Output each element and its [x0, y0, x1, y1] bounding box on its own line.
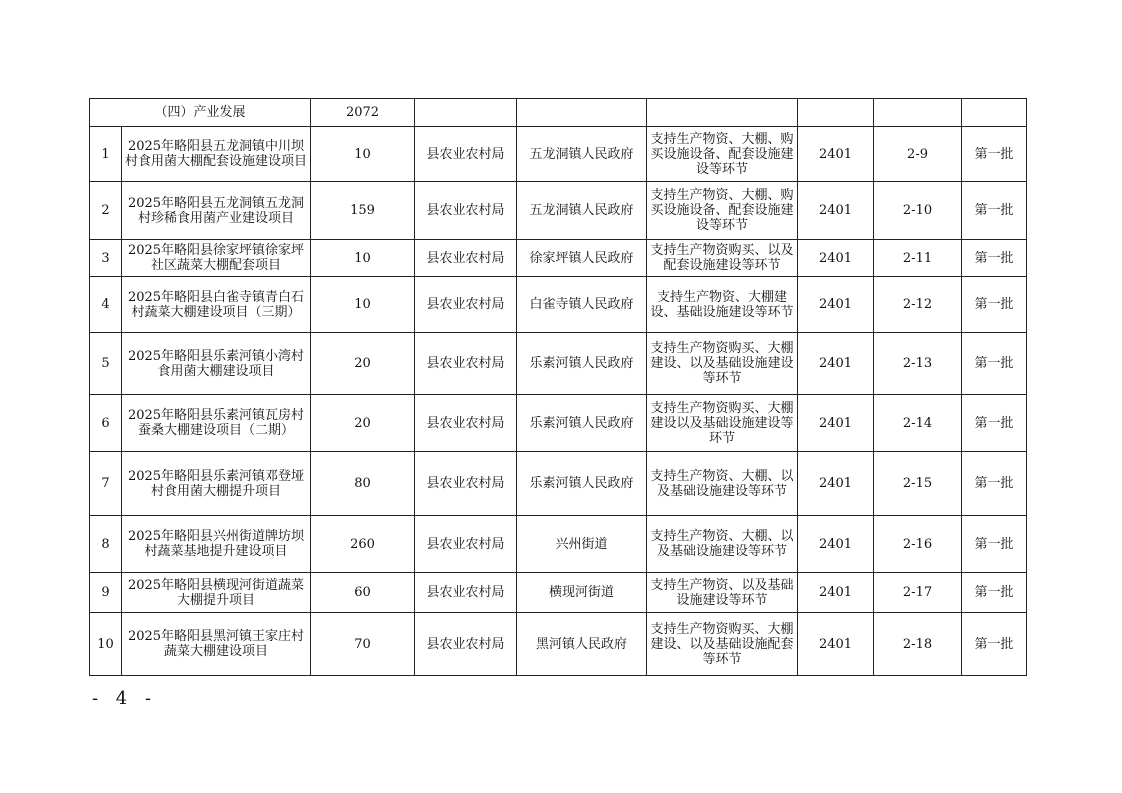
support-content: 支持生产物资购买、大棚建设、以及基础设施配套等环节	[647, 613, 798, 676]
implementing-unit: 乐素河镇人民政府	[517, 395, 647, 452]
project-name: 2025年略阳县乐素河镇小湾村食用菌大棚建设项目	[122, 333, 311, 395]
amount: 159	[311, 182, 415, 240]
table-row	[90, 452, 1027, 516]
support-content: 支持生产物资购买、大棚建设、以及基础设施建设等环节	[647, 333, 798, 395]
support-content: 支持生产物资、大棚建设、基础设施建设等环节	[647, 277, 798, 333]
row-number: 9	[90, 573, 122, 613]
department: 县农业农村局	[415, 127, 517, 182]
implementing-unit: 乐素河镇人民政府	[517, 452, 647, 516]
section-amount: 2072	[311, 99, 415, 127]
category-code: 2401	[798, 516, 874, 573]
project-name: 2025年略阳县乐素河镇瓦房村蚕桑大棚建设项目（二期）	[122, 395, 311, 452]
row-number: 1	[90, 127, 122, 182]
category-code: 2401	[798, 127, 874, 182]
table-row	[90, 127, 1027, 182]
support-content: 支持生产物资购买、大棚建设以及基础设施建设等环节	[647, 395, 798, 452]
amount: 10	[311, 277, 415, 333]
row-number: 10	[90, 613, 122, 676]
reference-number: 2-11	[874, 240, 962, 277]
implementing-unit: 横现河街道	[517, 573, 647, 613]
row-number: 2	[90, 182, 122, 240]
project-name: 2025年略阳县黑河镇王家庄村蔬菜大棚建设项目	[122, 613, 311, 676]
row-number: 4	[90, 277, 122, 333]
reference-number: 2-12	[874, 277, 962, 333]
amount: 10	[311, 127, 415, 182]
department: 县农业农村局	[415, 613, 517, 676]
reference-number: 2-13	[874, 333, 962, 395]
reference-number: 2-9	[874, 127, 962, 182]
reference-number: 2-10	[874, 182, 962, 240]
table-row	[90, 277, 1027, 333]
reference-number: 2-15	[874, 452, 962, 516]
batch: 第一批	[962, 277, 1027, 333]
reference-number: 2-18	[874, 613, 962, 676]
project-name: 2025年略阳县五龙洞镇五龙洞村珍稀食用菌产业建设项目	[122, 182, 311, 240]
section-label: （四）产业发展	[90, 99, 311, 127]
department: 县农业农村局	[415, 395, 517, 452]
department: 县农业农村局	[415, 452, 517, 516]
support-content: 支持生产物资、大棚、以及基础设施建设等环节	[647, 516, 798, 573]
batch: 第一批	[962, 395, 1027, 452]
project-name: 2025年略阳县兴州街道牌坊坝村蔬菜基地提升建设项目	[122, 516, 311, 573]
table-row	[90, 516, 1027, 573]
department: 县农业农村局	[415, 516, 517, 573]
project-name: 2025年略阳县徐家坪镇徐家坪社区蔬菜大棚配套项目	[122, 240, 311, 277]
section-row	[90, 99, 1027, 127]
reference-number: 2-14	[874, 395, 962, 452]
support-content: 支持生产物资、大棚、以及基础设施建设等环节	[647, 452, 798, 516]
batch: 第一批	[962, 240, 1027, 277]
reference-number: 2-16	[874, 516, 962, 573]
support-content: 支持生产物资、大棚、购买设施设备、配套设施建设等环节	[647, 127, 798, 182]
category-code: 2401	[798, 277, 874, 333]
table-row	[90, 395, 1027, 452]
table-row	[90, 573, 1027, 613]
table-row	[90, 613, 1027, 676]
amount: 60	[311, 573, 415, 613]
implementing-unit: 徐家坪镇人民政府	[517, 240, 647, 277]
table-row	[90, 182, 1027, 240]
category-code: 2401	[798, 613, 874, 676]
amount: 70	[311, 613, 415, 676]
batch: 第一批	[962, 333, 1027, 395]
project-name: 2025年略阳县五龙洞镇中川坝村食用菌大棚配套设施建设项目	[122, 127, 311, 182]
department: 县农业农村局	[415, 182, 517, 240]
implementing-unit: 五龙洞镇人民政府	[517, 127, 647, 182]
department: 县农业农村局	[415, 240, 517, 277]
page-number: - 4 -	[92, 688, 158, 709]
implementing-unit: 五龙洞镇人民政府	[517, 182, 647, 240]
row-number: 7	[90, 452, 122, 516]
department: 县农业农村局	[415, 333, 517, 395]
row-number: 5	[90, 333, 122, 395]
row-number: 3	[90, 240, 122, 277]
support-content: 支持生产物资、大棚、购买设施设备、配套设施建设等环节	[647, 182, 798, 240]
amount: 20	[311, 395, 415, 452]
amount: 10	[311, 240, 415, 277]
implementing-unit: 乐素河镇人民政府	[517, 333, 647, 395]
category-code: 2401	[798, 452, 874, 516]
department: 县农业农村局	[415, 573, 517, 613]
amount: 20	[311, 333, 415, 395]
table-row	[90, 333, 1027, 395]
category-code: 2401	[798, 395, 874, 452]
batch: 第一批	[962, 613, 1027, 676]
batch: 第一批	[962, 127, 1027, 182]
reference-number: 2-17	[874, 573, 962, 613]
project-name: 2025年略阳县白雀寺镇青白石村蔬菜大棚建设项目（三期）	[122, 277, 311, 333]
batch: 第一批	[962, 182, 1027, 240]
batch: 第一批	[962, 516, 1027, 573]
support-content: 支持生产物资、以及基础设施建设等环节	[647, 573, 798, 613]
implementing-unit: 白雀寺镇人民政府	[517, 277, 647, 333]
batch: 第一批	[962, 573, 1027, 613]
category-code: 2401	[798, 182, 874, 240]
table-row	[90, 240, 1027, 277]
amount: 80	[311, 452, 415, 516]
department: 县农业农村局	[415, 277, 517, 333]
category-code: 2401	[798, 333, 874, 395]
implementing-unit: 黑河镇人民政府	[517, 613, 647, 676]
row-number: 6	[90, 395, 122, 452]
category-code: 2401	[798, 240, 874, 277]
batch: 第一批	[962, 452, 1027, 516]
category-code: 2401	[798, 573, 874, 613]
project-name: 2025年略阳县横现河街道蔬菜大棚提升项目	[122, 573, 311, 613]
project-name: 2025年略阳县乐素河镇邓登垭村食用菌大棚提升项目	[122, 452, 311, 516]
implementing-unit: 兴州街道	[517, 516, 647, 573]
project-table	[89, 98, 1027, 676]
row-number: 8	[90, 516, 122, 573]
support-content: 支持生产物资购买、以及配套设施建设等环节	[647, 240, 798, 277]
amount: 260	[311, 516, 415, 573]
